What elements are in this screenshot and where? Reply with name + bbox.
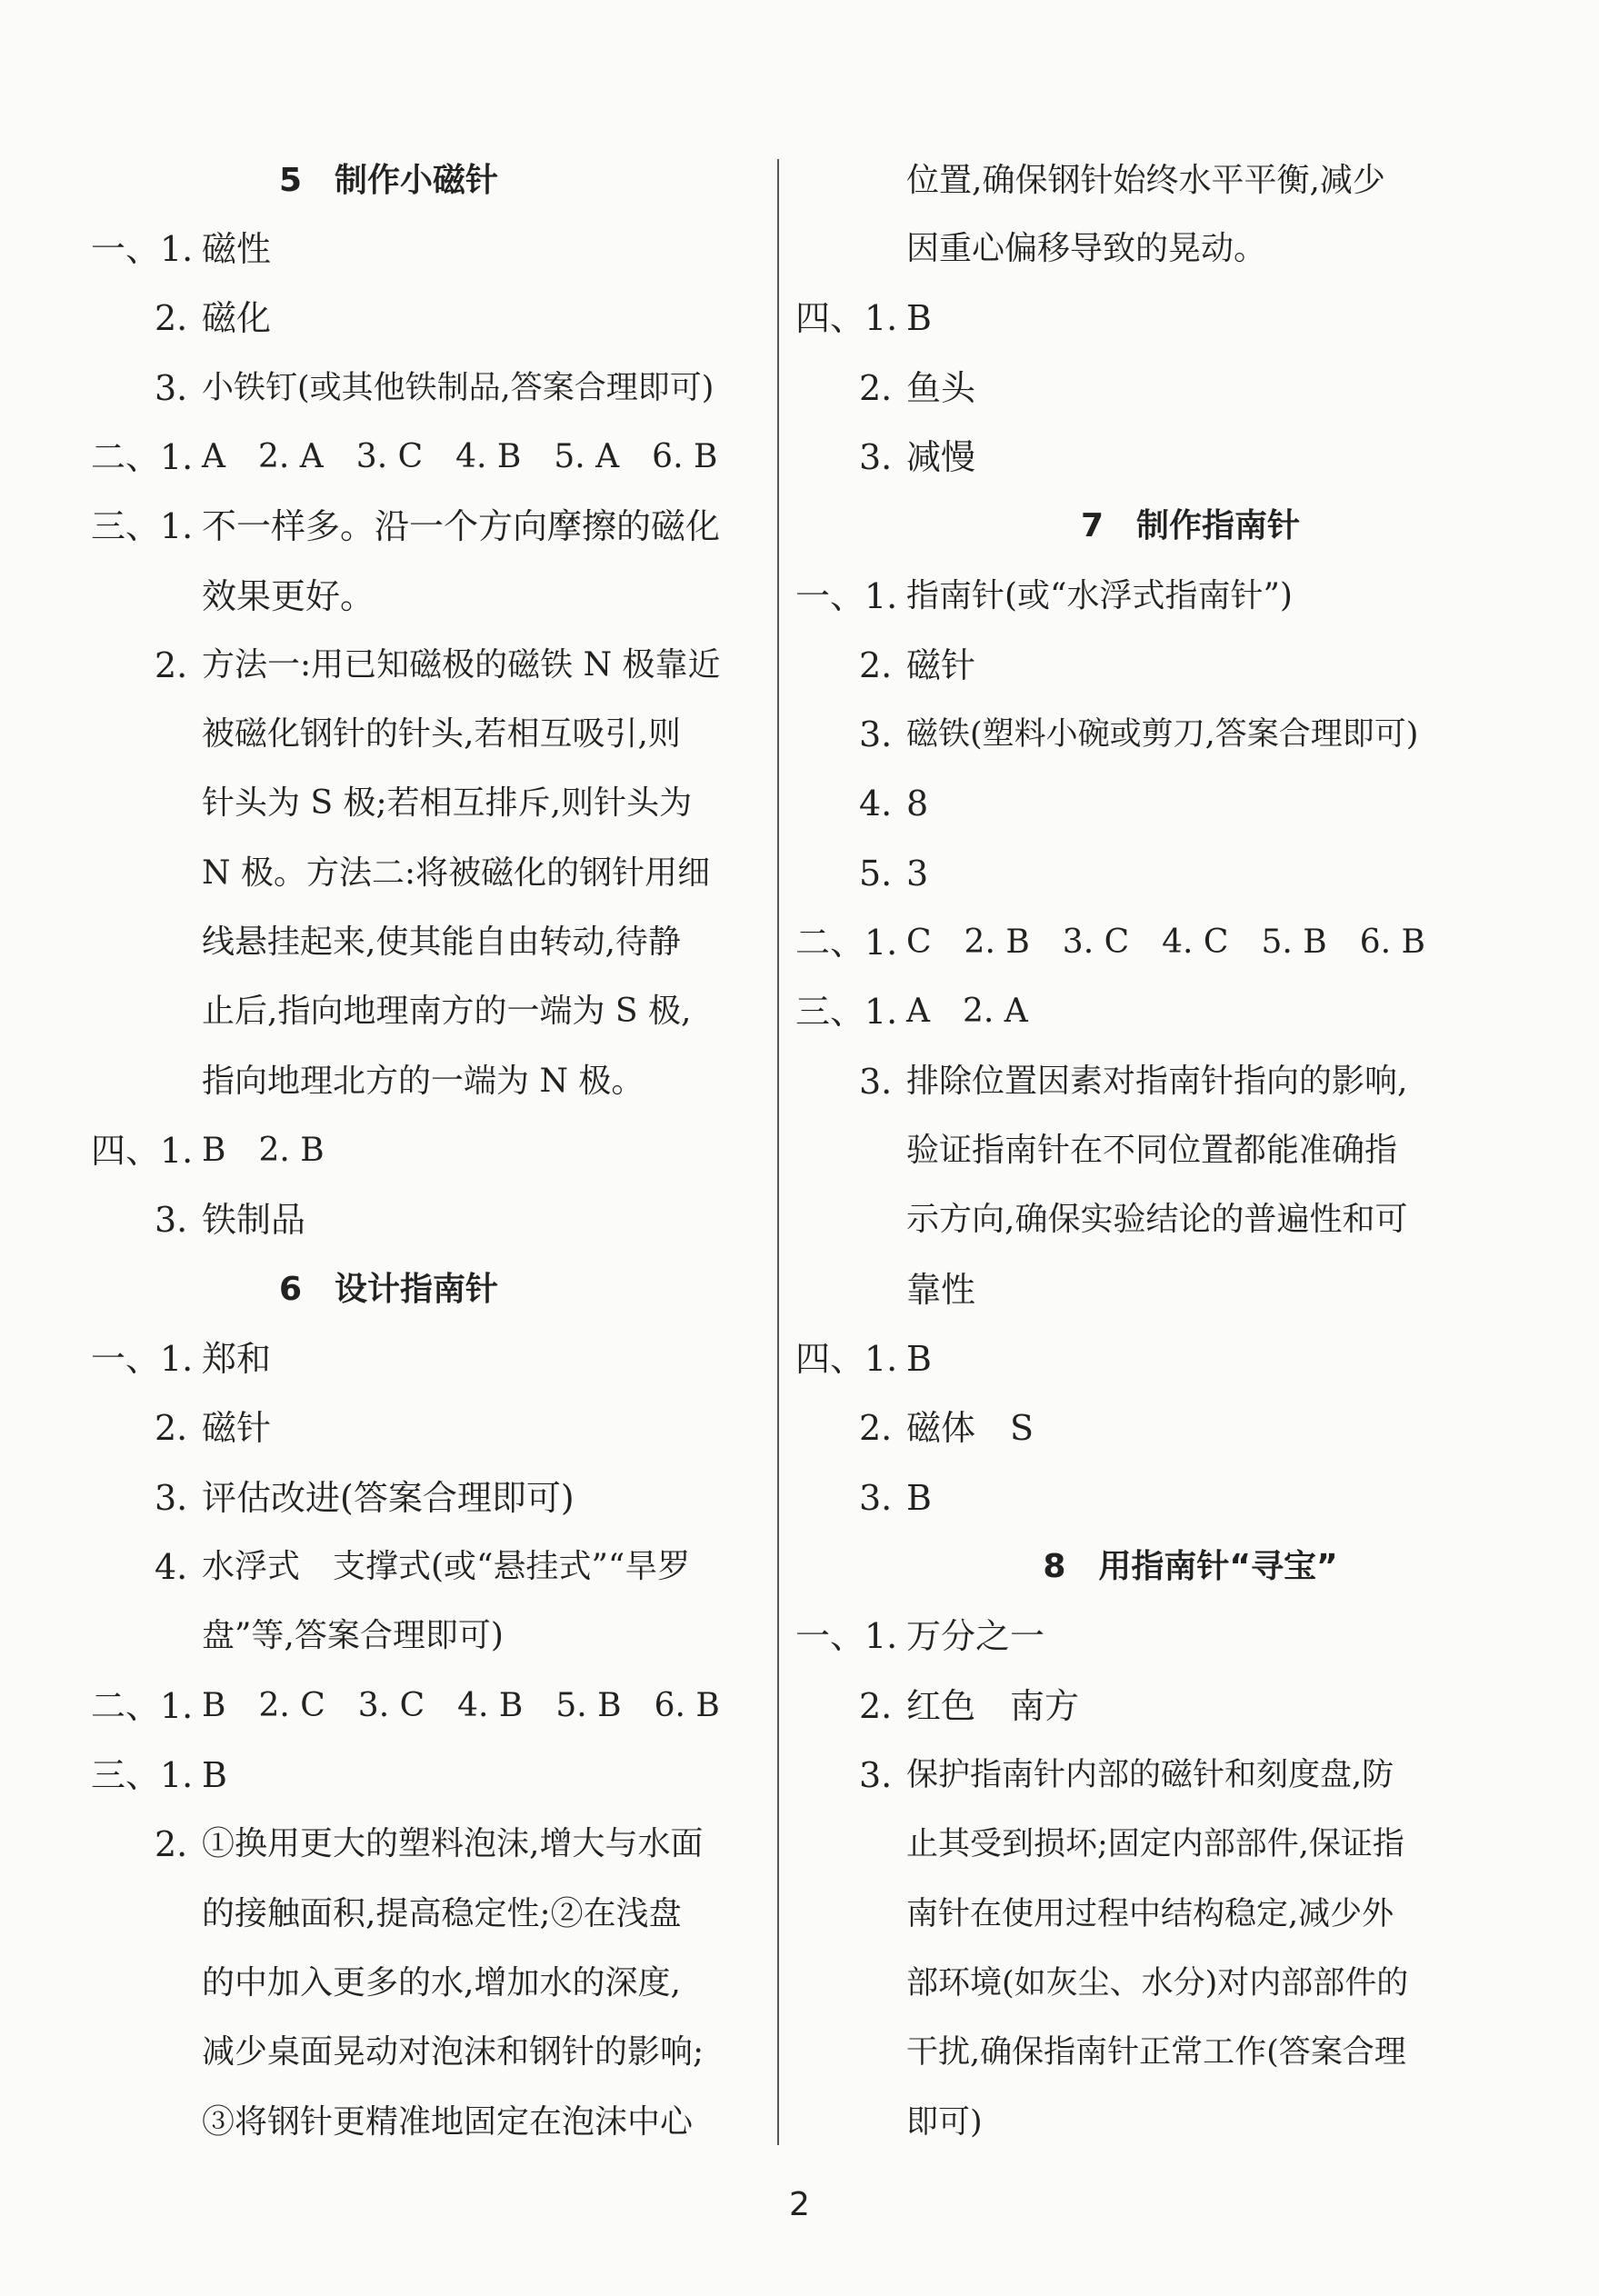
answer-text: 鱼头 [906,368,976,408]
question-number: 3. [155,368,188,408]
section-5-heading: 5 制作小磁针 [278,162,499,199]
answer-text: 排除位置因素对指南针指向的影响, [906,1063,1408,1100]
answer-text: B 2. B [202,1132,325,1169]
answer-text: B [906,1339,932,1379]
question-number: 2. [155,1824,188,1864]
answer-text: 万分之一 [906,1616,1045,1656]
answer-text: 验证指南针在不同位置都能准确指 [906,1132,1398,1169]
answer-text: 效果更好。 [202,576,375,616]
answer-text: B 2. C 3. C 4. B 5. B 6. B [202,1687,720,1724]
question-number: 4. [859,784,893,824]
answer-text: 减少桌面晃动对泡沫和钢针的影响; [202,2033,705,2071]
answer-text: B [906,298,932,338]
answer-text: ①换用更大的塑料泡沫,增大与水面 [202,1825,704,1862]
answer-text: 小铁钉(或其他铁制品,答案合理即可) [202,370,715,406]
question-number: 3. [859,1478,893,1518]
answer-text: 靠性 [906,1270,976,1310]
question-number: 3. [859,714,893,754]
question-number: 3. [155,1200,188,1240]
answer-text: 减慢 [906,437,976,477]
answer-text: 指向地理北方的一端为 N 极。 [202,1063,645,1100]
answer-text: B [906,1478,932,1518]
answer-text: 磁针 [202,1408,272,1448]
question-number: 2. [859,1686,893,1726]
answer-text: 不一样多。沿一个方向摩擦的磁化 [202,506,721,546]
answer-text: 被磁化钢针的针头,若相互吸引,则 [202,715,681,753]
answer-text: 即可) [906,2104,983,2141]
answer-text: 干扰,确保指南针正常工作(答案合理 [906,2034,1406,2071]
answer-text: 盘”等,答案合理即可) [202,1617,504,1654]
question-label: 二、1. [91,1686,194,1726]
answer-text: A 2. A [906,993,1028,1030]
question-label: 四、1. [795,298,898,338]
question-number: 2. [155,645,188,685]
answer-text: 的接触面积,提高稳定性;②在浅盘 [202,1895,682,1932]
question-label: 一、1. [795,576,898,616]
answer-text: 红色 南方 [906,1686,1080,1726]
section-6-heading: 6 设计指南针 [278,1271,499,1308]
answer-text: A 2. A 3. C 4. B 5. A 6. B [202,438,718,475]
answer-text: 线悬挂起来,使其能自由转动,待静 [202,923,681,961]
section-8-heading: 8 用指南针“寻宝” [1043,1548,1338,1585]
answer-text: 部环境(如灰尘、水分)对内部部件的 [906,1965,1409,2002]
question-label: 四、1. [795,1339,898,1379]
answer-text: 止后,指向地理南方的一端为 S 极, [202,993,692,1030]
answer-text: B [202,1755,227,1795]
answer-text: 磁体 S [906,1408,1034,1448]
answer-text: 南针在使用过程中结构稳定,减少外 [906,1896,1394,1932]
answer-text: 水浮式 支撑式(或“悬挂式”“旱罗 [202,1548,691,1585]
page-number: 2 [789,2186,810,2223]
answer-text: 铁制品 [202,1200,306,1240]
question-number: 3. [859,437,893,477]
answer-text: 磁化 [202,298,272,338]
answer-text: 示方向,确保实验结论的普遍性和可 [906,1201,1408,1238]
question-label: 一、1. [91,1339,194,1379]
question-label: 二、1. [91,437,194,477]
answer-text: 位置,确保钢针始终水平平衡,减少 [906,162,1385,199]
question-number: 5. [859,854,893,893]
question-label: 一、1. [795,1616,898,1656]
answer-text: ③将钢针更精准地固定在泡沫中心 [202,2103,694,2141]
answer-text: 的中加入更多的水,增加水的深度, [202,1964,681,2002]
question-number: 2. [155,298,188,338]
question-number: 4. [155,1547,188,1587]
answer-text: 保护指南针内部的磁针和刻度盘,防 [906,1757,1394,1793]
answer-text: 止其受到损坏;固定内部部件,保证指 [906,1826,1404,1862]
answer-text: 因重心偏移导致的晃动。 [906,230,1267,267]
question-number: 2. [859,1408,893,1448]
question-label: 三、1. [795,992,898,1032]
answer-text: 方法一:用已知磁极的磁铁 N 极靠近 [202,646,721,684]
answer-text: N 极。方法二:将被磁化的钢针用细 [202,854,711,892]
question-label: 三、1. [91,1755,194,1795]
question-number: 3. [155,1478,188,1518]
answer-text: 指南针(或“水浮式指南针”) [906,577,1293,614]
question-label: 四、1. [91,1131,194,1171]
question-number: 2. [859,368,893,408]
question-label: 三、1. [91,506,194,546]
answer-text: 评估改进(答案合理即可) [202,1478,575,1518]
answer-text: 郑和 [202,1339,272,1379]
question-number: 3. [859,1062,893,1102]
question-label: 二、1. [795,923,898,963]
answer-text: 针头为 S 极;若相互排斥,则针头为 [202,784,693,822]
answer-text: 磁性 [202,229,272,269]
answer-text: 3 [906,854,929,893]
question-number: 3. [859,1755,893,1795]
section-7-heading: 7 制作指南针 [1080,507,1301,544]
question-number: 2. [155,1408,188,1448]
answer-text: 8 [906,784,929,824]
answer-text: 磁铁(塑料小碗或剪刀,答案合理即可) [906,716,1419,753]
column-divider [777,159,779,2145]
answer-text: C 2. B 3. C 4. C 5. B 6. B [906,923,1425,961]
answer-text: 磁针 [906,645,976,685]
question-number: 2. [859,645,893,685]
question-label: 一、1. [91,229,194,269]
